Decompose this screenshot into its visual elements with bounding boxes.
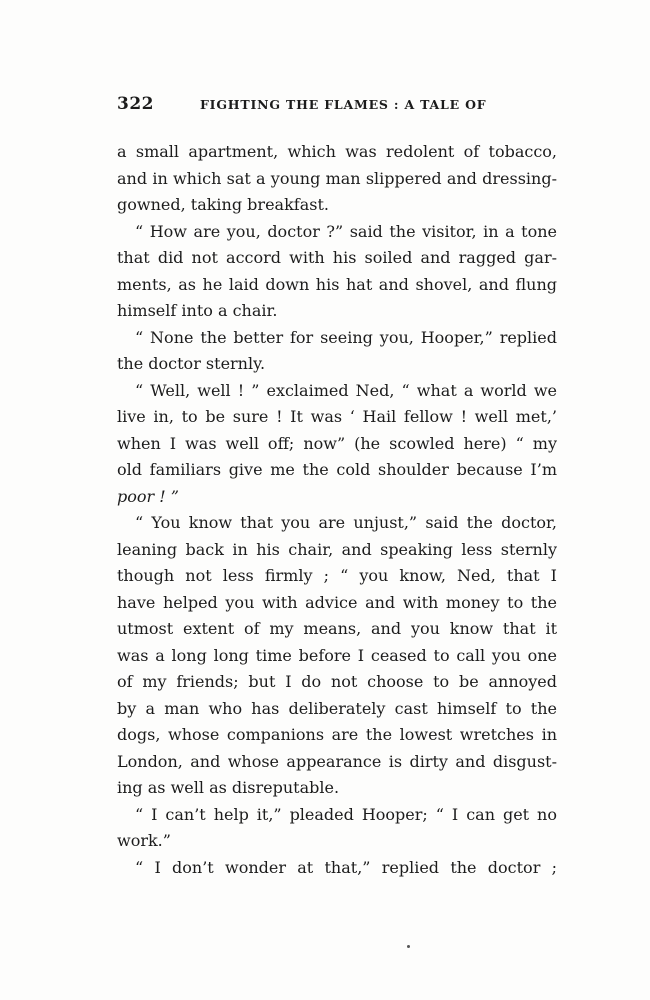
text-line: “ None the better for seeing you, Hooper,” replied <box>135 327 557 347</box>
text-line: gowned, taking breakfast. <box>117 195 329 214</box>
text-line: though not less firmly ; “ you know, Ned, that I <box>117 566 557 585</box>
text-line: of my friends; but I do not choose to be annoyed <box>117 672 557 691</box>
running-header <box>117 94 557 116</box>
text-line: and in which sat a young man slippered and dressing- <box>117 168 557 188</box>
text-line: “ Well, well ! ” exclaimed Ned, “ what a world we <box>135 380 557 400</box>
text-line: ing as well as disreputable. <box>117 778 340 797</box>
text-line: by a man who has deliberately cast himself to the <box>117 698 557 718</box>
text-line: that did not accord with his soiled and ragged gar- <box>117 248 557 267</box>
text-line: “ How are you, doctor ?” said the visitor, in a tone <box>135 221 557 241</box>
text-line: work.” <box>117 831 171 850</box>
text-line: a small apartment, which was redolent of tobacco, <box>117 142 557 161</box>
text-line: leaning back in his chair, and speaking less sternly <box>117 539 557 559</box>
text-line: ments, as he laid down his hat and shovel, and flung <box>117 274 557 294</box>
text-line: “ I can’t help it,” pleaded Hooper; “ I can get no <box>135 804 557 824</box>
text-line: the doctor sternly. <box>117 354 266 373</box>
text-line: “ I don’t wonder at that,” replied the doctor ; <box>135 857 557 877</box>
ink-speck <box>407 945 410 948</box>
text-line: himself into a chair. <box>117 301 278 320</box>
text-line: was a long long time before I ceased to call you one <box>117 645 557 665</box>
text-line: old familiars give me the cold shoulder because I’m <box>117 460 557 479</box>
running-title: FIGHTING THE FLAMES : A TALE OF <box>200 97 487 112</box>
text-line: have helped you with advice and with money to the <box>117 592 557 612</box>
page-number: 322 <box>117 94 154 114</box>
text-line: live in, to be sure ! It was ‘ Hail fellow ! well met,’ <box>117 407 557 426</box>
body-text <box>117 139 557 881</box>
text-line: poor ! ” <box>117 486 179 506</box>
text-line: “ You know that you are unjust,” said the doctor, <box>135 513 557 532</box>
text-line: dogs, whose companions are the lowest wretches in <box>117 725 557 744</box>
text-line: London, and whose appearance is dirty and disgust- <box>117 751 557 771</box>
text-line: utmost extent of my means, and you know that it <box>117 619 557 638</box>
text-line: when I was well off; now” (he scowled here) “ my <box>117 433 557 453</box>
